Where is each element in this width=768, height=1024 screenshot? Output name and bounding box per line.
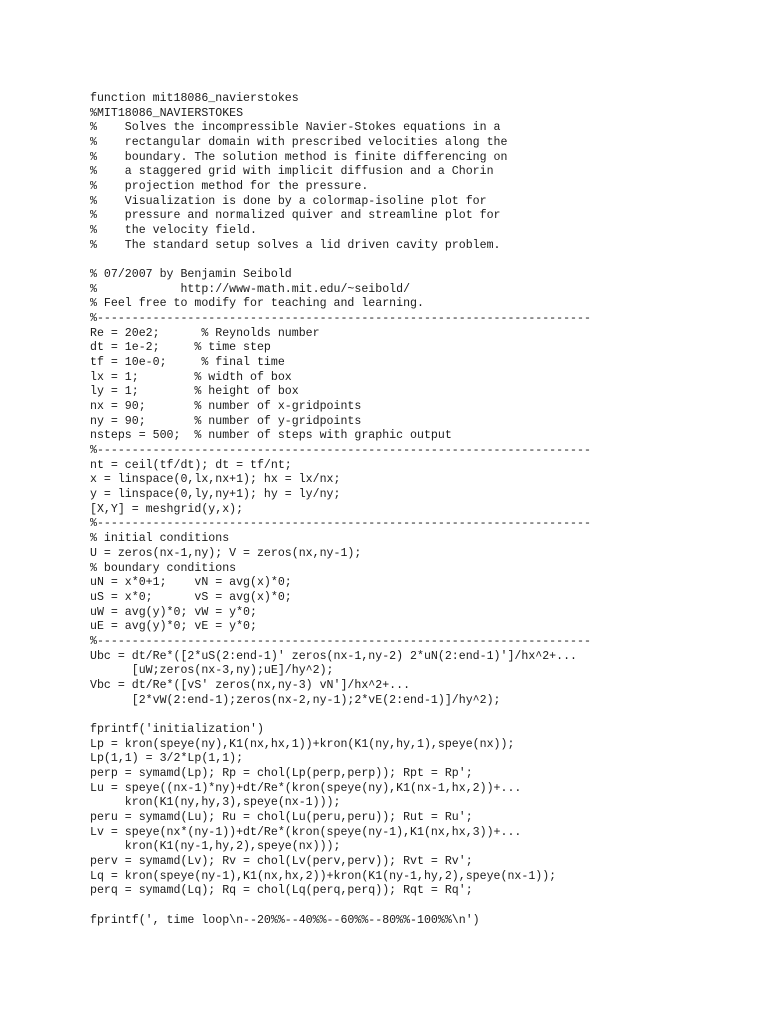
code-line: kron(K1(ny,hy,3),speye(nx-1))); xyxy=(90,796,341,810)
code-line: %----------------------------------------------------------------------- xyxy=(90,634,591,648)
code-line: nt = ceil(tf/dt); dt = tf/nt; xyxy=(90,458,292,472)
code-line: ly = 1; % height of box xyxy=(90,385,299,399)
code-line: Lp(1,1) = 3/2*Lp(1,1); xyxy=(90,752,244,766)
code-line: x = linspace(0,lx,nx+1); hx = lx/nx; xyxy=(90,473,341,487)
code-line: [2*vW(2:end-1);zeros(nx-2,ny-1);2*vE(2:end-1)]/hy^2); xyxy=(90,693,501,707)
code-line: %----------------------------------------------------------------------- xyxy=(90,312,591,326)
code-line: %----------------------------------------------------------------------- xyxy=(90,444,591,458)
code-line: peru = symamd(Lu); Ru = chol(Lu(peru,peru)); Rut = Ru'; xyxy=(90,810,473,824)
code-line: kron(K1(ny-1,hy,2),speye(nx))); xyxy=(90,840,341,854)
code-line: % pressure and normalized quiver and streamline plot for xyxy=(90,209,501,223)
code-line: U = zeros(nx-1,ny); V = zeros(nx,ny-1); xyxy=(90,546,362,560)
code-line: % a staggered grid with implicit diffusion and a Chorin xyxy=(90,165,494,179)
code-line: ny = 90; % number of y-gridpoints xyxy=(90,414,362,428)
code-line: % the velocity field. xyxy=(90,224,257,238)
code-line: % boundary. The solution method is finite differencing on xyxy=(90,150,508,164)
code-line: % Feel free to modify for teaching and learning. xyxy=(90,297,424,311)
code-line: fprintf('initialization') xyxy=(90,722,264,736)
code-line: function mit18086_navierstokes xyxy=(90,92,299,105)
code-line: Re = 20e2; % Reynolds number xyxy=(90,326,320,340)
code-line: [uW;zeros(nx-3,ny);uE]/hy^2); xyxy=(90,664,334,678)
code-line: % Visualization is done by a colormap-isoline plot for xyxy=(90,194,487,208)
code-line: tf = 10e-0; % final time xyxy=(90,356,285,370)
code-line: perv = symamd(Lv); Rv = chol(Lv(perv,perv)); Rvt = Rv'; xyxy=(90,854,473,868)
code-line: nx = 90; % number of x-gridpoints xyxy=(90,400,362,414)
code-line: Vbc = dt/Re*([vS' zeros(nx,ny-3) vN']/hx^2+... xyxy=(90,678,411,692)
code-line: [X,Y] = meshgrid(y,x); xyxy=(90,502,244,516)
code-line: %MIT18086_NAVIERSTOKES xyxy=(90,106,244,120)
code-line: uW = avg(y)*0; vW = y*0; xyxy=(90,605,257,619)
code-line: % rectangular domain with prescribed velocities along the xyxy=(90,136,508,150)
code-line: nsteps = 500; % number of steps with graphic output xyxy=(90,429,452,443)
code-line: lx = 1; % width of box xyxy=(90,370,292,384)
code-line: y = linspace(0,ly,ny+1); hy = ly/ny; xyxy=(90,488,341,502)
code-line: % projection method for the pressure. xyxy=(90,180,369,194)
code-line: uS = x*0; vS = avg(x)*0; xyxy=(90,590,292,604)
code-line: perq = symamd(Lq); Rq = chol(Lq(perq,perq)); Rqt = Rq'; xyxy=(90,884,473,898)
code-line: Lu = speye((nx-1)*ny)+dt/Re*(kron(speye(ny),K1(nx-1,hx,2))+... xyxy=(90,781,522,795)
code-line: Lp = kron(speye(ny),K1(nx,hx,1))+kron(K1(ny,hy,1),speye(nx)); xyxy=(90,737,515,751)
code-line: % http://www-math.mit.edu/~seibold/ xyxy=(90,282,411,296)
code-line: %----------------------------------------------------------------------- xyxy=(90,517,591,531)
code-line: uE = avg(y)*0; vE = y*0; xyxy=(90,620,257,634)
code-line: % Solves the incompressible Navier-Stokes equations in a xyxy=(90,121,501,135)
code-line: % The standard setup solves a lid driven cavity problem. xyxy=(90,238,501,252)
code-line: Ubc = dt/Re*([2*uS(2:end-1)' zeros(nx-1,ny-2) 2*uN(2:end-1)']/hx^2+... xyxy=(90,649,578,663)
code-line xyxy=(90,708,690,723)
code-line: fprintf(', time loop\n--20%%--40%%--60%%--80%%-100%%\n') xyxy=(90,913,480,927)
code-line xyxy=(90,253,690,268)
code-line: % 07/2007 by Benjamin Seibold xyxy=(90,268,292,282)
code-line: perp = symamd(Lp); Rp = chol(Lp(perp,perp)); Rpt = Rp'; xyxy=(90,766,473,780)
matlab-code-listing xyxy=(90,92,690,928)
code-line: % boundary conditions xyxy=(90,561,237,575)
code-line: Lv = speye(nx*(ny-1))+dt/Re*(kron(speye(ny-1),K1(nx,hx,3))+... xyxy=(90,825,522,839)
code-line: uN = x*0+1; vN = avg(x)*0; xyxy=(90,576,292,590)
code-line: Lq = kron(speye(ny-1),K1(nx,hx,2))+kron(K1(ny-1,hy,2),speye(nx-1)); xyxy=(90,869,557,883)
code-line xyxy=(90,899,690,914)
code-line: % initial conditions xyxy=(90,532,230,546)
code-line: dt = 1e-2; % time step xyxy=(90,341,271,355)
